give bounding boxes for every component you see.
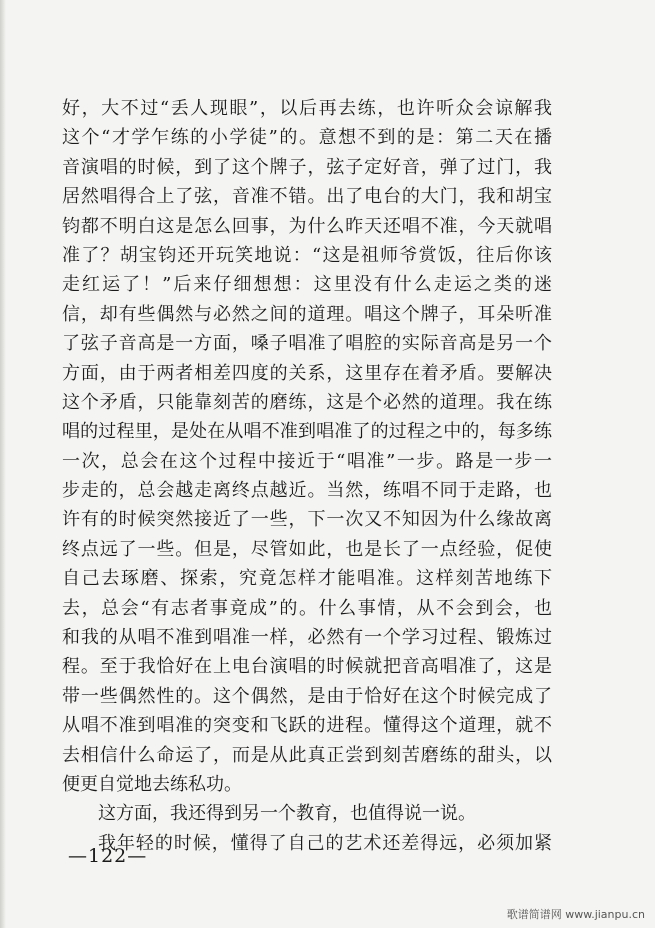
text-line: 从唱不准到唱准的突变和飞跃的进程。懂得这个道理，就不 <box>62 715 552 737</box>
text-line: 这个“才学乍练的小学徒”的。意想不到的是：第二天在播 <box>62 127 552 149</box>
text-line: 唱的过程里，是处在从唱不准到唱准了的过程之中的，每多练 <box>62 421 552 443</box>
page-number: —122— <box>68 845 148 867</box>
text-line: 钧都不明白这是怎么回事，为什么昨天还唱不准，今天就唱 <box>62 215 552 237</box>
text-line: 准了？胡宝钧还开玩笑地说：“这是祖师爷赏饭，往后你该 <box>62 244 552 266</box>
text-line: 好，大不过“丢人现眼”，以后再去练，也许听众会谅解我 <box>62 98 552 119</box>
text-line: 走红运了！”后来仔细想想：这里没有什么走运之类的迷 <box>62 274 552 296</box>
text-line: 音演唱的时候，到了这个牌子，弦子定好音，弹了过门，我 <box>62 156 552 178</box>
text-line: 程。至于我恰好在上电台演唱的时候就把音高唱准了，这是 <box>62 656 552 678</box>
text-line: 自己去琢磨、探索，究竟怎样才能唱准。这样刻苦地练下 <box>62 568 552 590</box>
text-line: 方面，由于两者相差四度的关系，这里存在着矛盾。要解决 <box>62 362 552 384</box>
text-line: 去，总会“有志者事竟成”的。什么事情，从不会到会，也 <box>62 597 552 619</box>
text-line: 居然唱得合上了弦，音准不错。出了电台的大门，我和胡宝 <box>62 186 552 208</box>
text-line: 去相信什么命运了，而是从此真正尝到刻苦磨练的甜头，以 <box>62 744 552 766</box>
text-line: 了弦子音高是一方面，嗓子唱准了唱腔的实际音高是另一个 <box>62 333 552 355</box>
paragraph-start-line: 我年轻的时候，懂得了自己的艺术还差得远，必须加紧 <box>98 832 552 854</box>
text-line: 步走的，总会越走离终点越近。当然，练唱不同于走路，也 <box>62 480 552 502</box>
text-line: 带一些偶然性的。这个偶然，是由于恰好在这个时候完成了 <box>62 685 552 707</box>
text-line: 终点远了一些。但是，尽管如此，也是长了一点经验，促使 <box>62 538 552 560</box>
paragraph-start-line: 这方面，我还得到另一个教育，也值得说一说。 <box>98 803 476 825</box>
text-line: 一次，总会在这个过程中接近于“唱准”一步。路是一步一 <box>62 450 552 472</box>
watermark: 歌谱简谱网 www.jianpu.cn <box>506 908 645 921</box>
text-line: 便更自觉地去练私功。 <box>62 773 242 795</box>
text-line: 信，却有些偶然与必然之间的道理。唱这个牌子，耳朵听准 <box>62 303 552 325</box>
text-line: 许有的时候突然接近了一些，下一次又不知因为什么缘故离 <box>62 509 552 531</box>
text-line: 这个矛盾，只能靠刻苦的磨练，这是个必然的道理。我在练 <box>62 391 552 413</box>
text-line: 和我的从唱不准到唱准一样，必然有一个学习过程、锻炼过 <box>62 627 552 649</box>
scan-edge <box>0 0 6 928</box>
body-text <box>62 94 552 858</box>
